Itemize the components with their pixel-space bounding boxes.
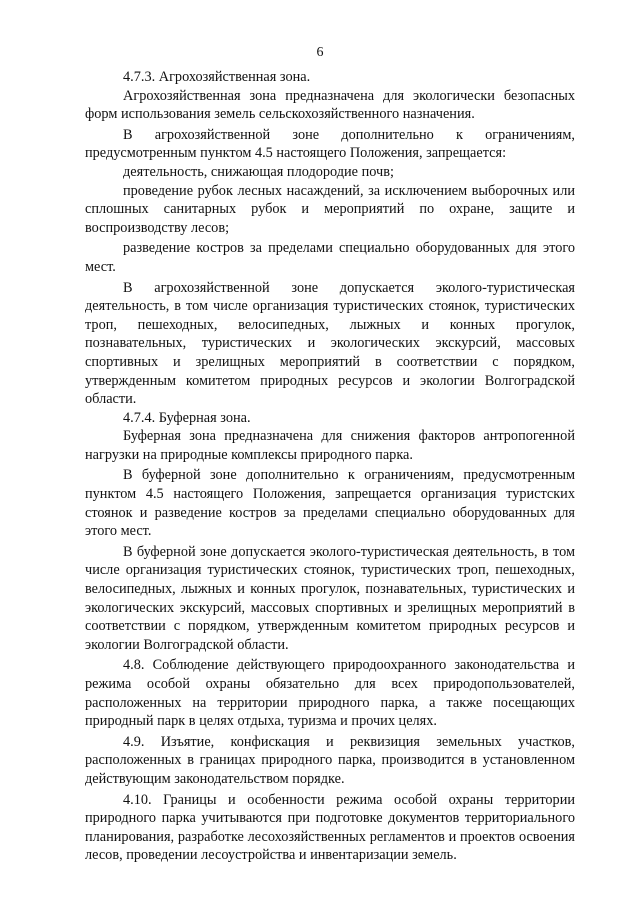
- section-4-8: 4.8. Соблюдение действующего природоохранного законодательства и режима особой охраны обязательно для всех природопользователей, расположенных на территории природного парка, а также посещающих природный парк в целях отдыха, туризма и прочих целях.: [85, 657, 575, 730]
- section-heading-4-7-3: 4.7.3. Агрохозяйственная зона.: [123, 69, 311, 85]
- paragraph: Буферная зона предназначена для снижения факторов антропогенной нагрузки на природные комплексы природного парка.: [85, 428, 575, 463]
- section-heading-4-7-4: 4.7.4. Буферная зона.: [123, 409, 251, 426]
- section-4-10: 4.10. Границы и особенности режима особой охраны территории природного парка учитываются при подготовке документов территориального планирования, разработке лесохозяйственных регламентов и проектов освоения лесов, проведении лесоустройства и инвентаризации земель.: [85, 791, 575, 864]
- paragraph: В буферной зоне дополнительно к ограничениям, предусмотренным пунктом 4.5 настоящего Положения, запрещается организация туристских стоянок и разведение костров за пределами специально оборудованных для этого мест.: [85, 467, 575, 540]
- paragraph: В буферной зоне допускается эколого-туристическая деятельность, в том числе организация туристических стоянок, туристических троп, пешеходных, велосипедных, лыжных и конных прогулок, познавательных, туристических и экологических экскурсий, массовых спортивных и зрелищных мероприятий в соответствии с порядком, утвержденным комитетом природных ресурсов и экологии Волгоградской области.: [85, 543, 575, 653]
- list-item: деятельность, снижающая плодородие почв;: [123, 163, 394, 180]
- document-body: [85, 68, 575, 865]
- list-item: разведение костров за пределами специально оборудованных для этого мест.: [85, 240, 575, 275]
- paragraph: В агрохозяйственной зоне дополнительно к ограничениям, предусмотренным пунктом 4.5 настоящего Положения, запрещается:: [85, 126, 575, 162]
- page-number: 6: [316, 45, 324, 60]
- list-item: проведение рубок лесных насаждений, за исключением выборочных или сплошных санитарных рубок и мероприятий по охране, защите и воспроизводству лесов;: [85, 182, 575, 236]
- paragraph: Агрохозяйственная зона предназначена для экологически безопасных форм использования земель сельскохозяйственного назначения.: [85, 87, 575, 123]
- section-4-9: 4.9. Изъятие, конфискация и реквизиция земельных участков, расположенных в границах природного парка, производится в установленном действующим законодательством порядке.: [85, 733, 575, 787]
- paragraph: В агрохозяйственной зоне допускается эколого-туристическая деятельность, в том числе организация туристических стоянок, туристических троп, пешеходных, велосипедных, лыжных и конных прогулок, познавательных, туристических и экологических экскурсий, массовых спортивных и зрелищных мероприятий в соответствии с порядком, утвержденным комитетом природных ресурсов и экологии Волгоградской области.: [85, 279, 575, 408]
